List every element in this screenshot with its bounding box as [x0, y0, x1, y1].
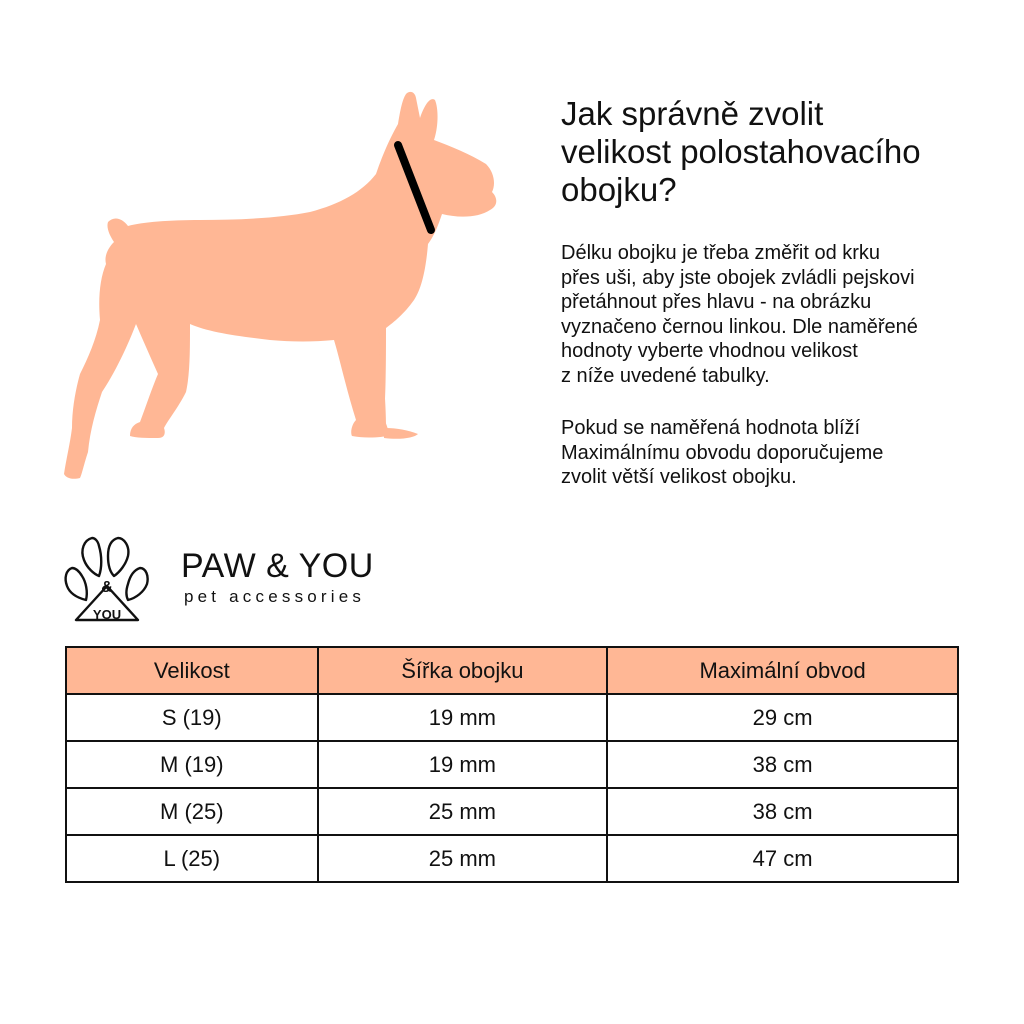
size-cell: S (19)	[66, 694, 318, 741]
dog-illustration	[60, 88, 510, 488]
column-header-size: Velikost	[66, 647, 318, 694]
width-cell: 19 mm	[318, 694, 608, 741]
paw-toe-top-right	[108, 538, 128, 576]
width-cell: 25 mm	[318, 835, 608, 882]
size-cell: L (25)	[66, 835, 318, 882]
size-cell: M (19)	[66, 741, 318, 788]
width-cell: 25 mm	[318, 788, 608, 835]
paw-logo-icon	[62, 534, 152, 626]
table-row	[66, 835, 958, 882]
column-header-max-circumference: Maximální obvod	[607, 647, 958, 694]
size-table	[65, 646, 959, 883]
dog-silhouette	[64, 92, 496, 479]
size-cell: M (25)	[66, 788, 318, 835]
dog-silhouette-with-collar-icon	[60, 88, 510, 488]
paw-toe-top-left	[82, 538, 101, 576]
table-row	[66, 788, 958, 835]
table-row	[66, 694, 958, 741]
paw-toe-right	[127, 568, 148, 600]
paw-logo-mark	[62, 534, 152, 626]
logo-ampersand: &	[101, 579, 113, 596]
paw-toe-left	[66, 568, 87, 600]
size-recommendation-note: Pokud se naměřená hodnota blíží Maximálnímu obvodu doporučujeme zvolit větší velikost obojku.	[561, 417, 884, 489]
column-header-width: Šířka obojku	[318, 647, 608, 694]
page-title: Jak správně zvolit velikost polostahovacího obojku?	[561, 95, 921, 208]
brand-name: PAW & YOU	[181, 547, 374, 585]
measurement-instructions: Délku obojku je třeba změřit od krku přes uši, aby jste obojek zvládli pejskovi přetáhnout přes hlavu - na obrázku vyznačeno černou linkou. Dle naměřené hodnoty vyberte vhodnou velikost z níže uvedené tabulky.	[561, 242, 918, 387]
max-circumference-cell: 47 cm	[607, 835, 958, 882]
table-row	[66, 741, 958, 788]
table-header-row	[66, 647, 958, 694]
max-circumference-cell: 38 cm	[607, 788, 958, 835]
max-circumference-cell: 29 cm	[607, 694, 958, 741]
brand-tagline: pet accessories	[184, 587, 366, 606]
max-circumference-cell: 38 cm	[607, 741, 958, 788]
logo-you: YOU	[92, 607, 122, 622]
width-cell: 19 mm	[318, 741, 608, 788]
